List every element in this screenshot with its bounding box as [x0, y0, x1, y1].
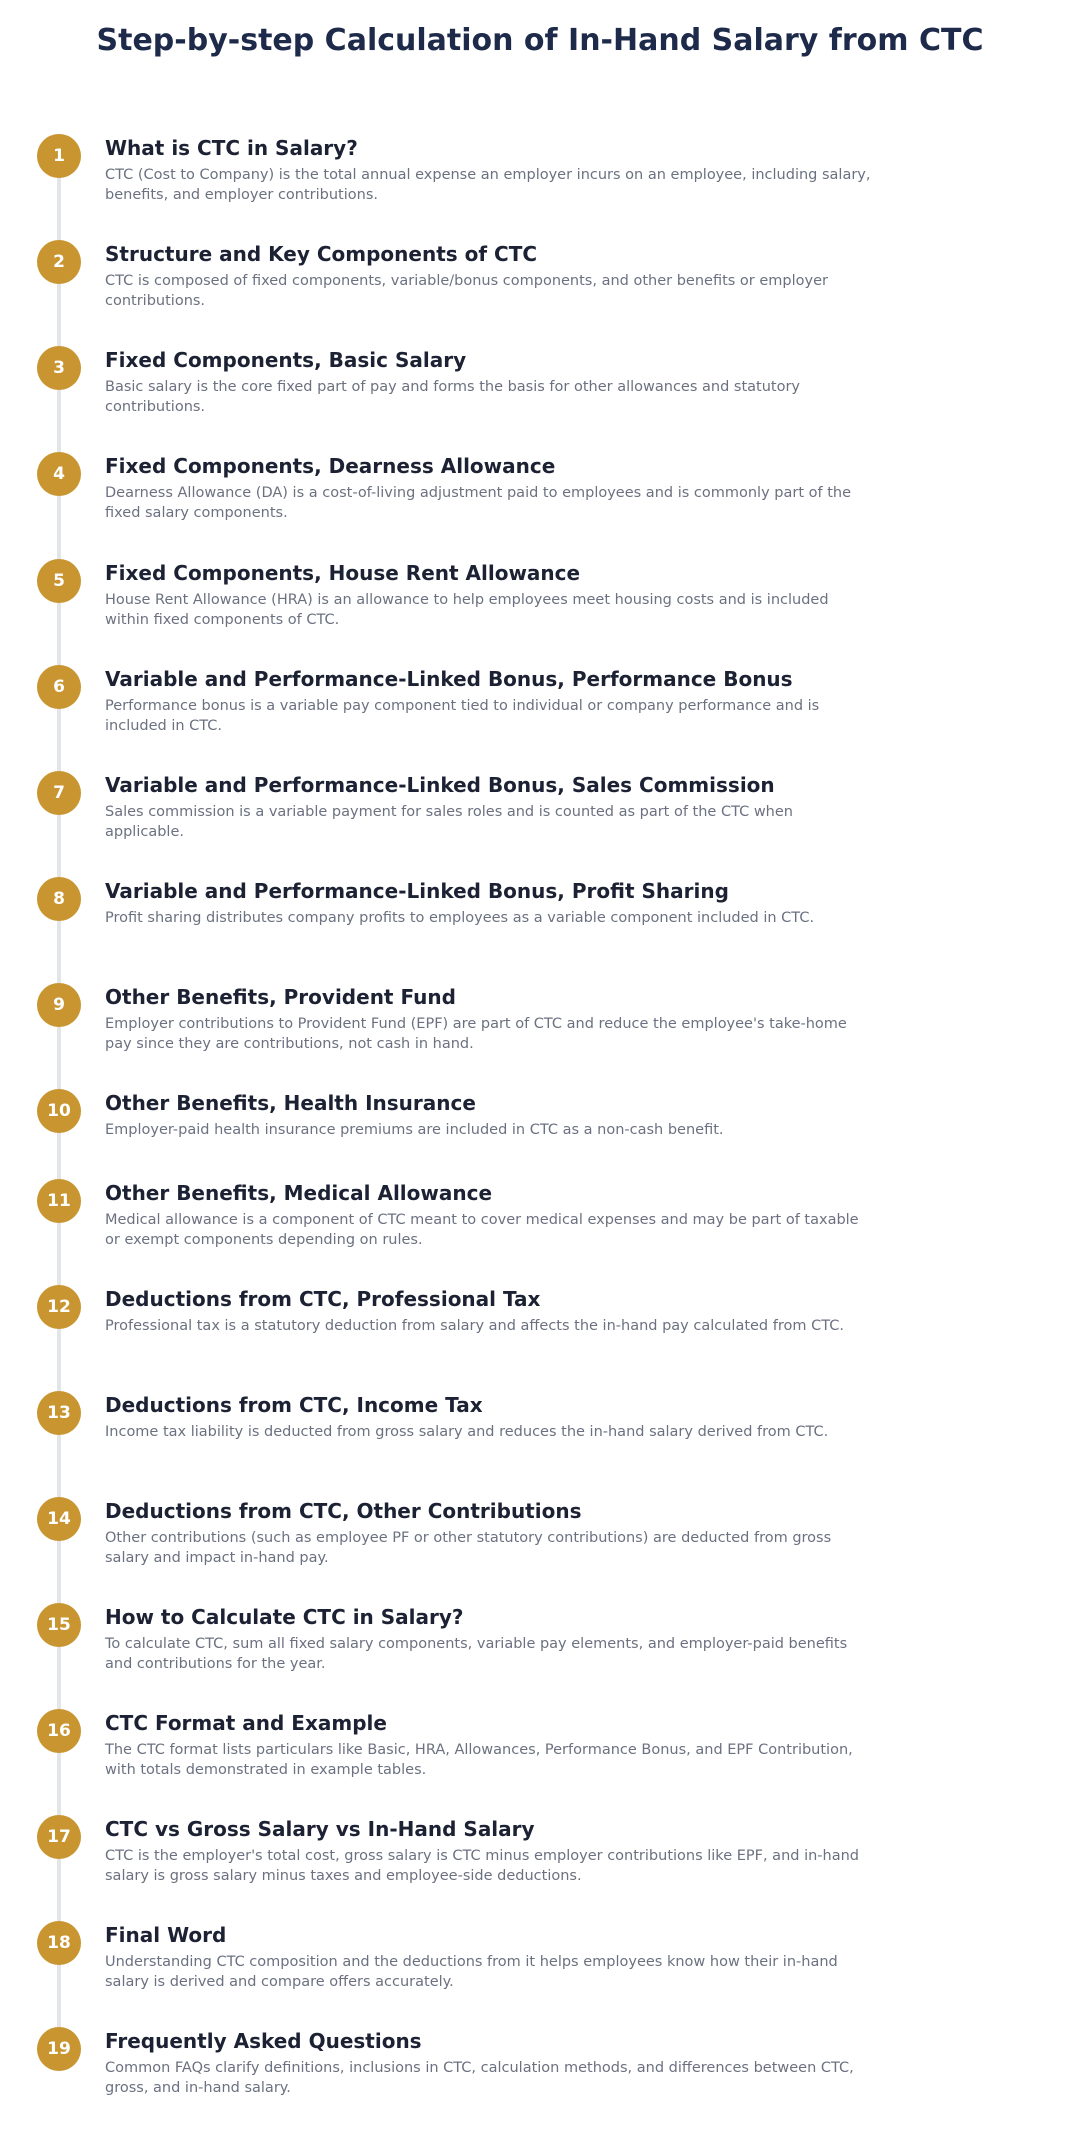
- step-heading: Structure and Key Components of CTC: [105, 242, 538, 266]
- step-description: Profit sharing distributes company profits to employees as a variable component included in CTC.: [105, 910, 815, 926]
- step-heading: Variable and Performance-Linked Bonus, Performance Bonus: [105, 667, 793, 691]
- step-number-badge: 8: [37, 877, 81, 921]
- step-heading: Fixed Components, House Rent Allowance: [105, 561, 581, 585]
- step-description: Other contributions (such as employee PF or other statutory contributions) are deducted from gross salary and impact in-hand pay.: [105, 1530, 832, 1566]
- step-description: Employer contributions to Provident Fund (EPF) are part of CTC and reduce the employee's take-home pay since they are contributions, not cash in hand.: [105, 1016, 847, 1052]
- step-heading: Deductions from CTC, Income Tax: [105, 1393, 483, 1417]
- step-number-badge: 1: [37, 134, 81, 178]
- step-number-badge: 3: [37, 346, 81, 390]
- step-number-badge: 9: [37, 983, 81, 1027]
- step-heading: Fixed Components, Dearness Allowance: [105, 454, 556, 478]
- step-description: Dearness Allowance (DA) is a cost-of-living adjustment paid to employees and is commonly part of the fixed salary components.: [105, 485, 851, 521]
- step-description: Medical allowance is a component of CTC meant to cover medical expenses and may be part of taxable or exempt components depending on rules.: [105, 1212, 859, 1248]
- step-heading: Frequently Asked Questions: [105, 2029, 422, 2053]
- step-description: Sales commission is a variable payment for sales roles and is counted as part of the CTC when applicable.: [105, 804, 793, 840]
- step-description: CTC is composed of fixed components, variable/bonus components, and other benefits or employer contributions.: [105, 273, 828, 309]
- step-heading: Other Benefits, Provident Fund: [105, 985, 456, 1009]
- step-heading: Final Word: [105, 1923, 227, 1947]
- step-heading: Variable and Performance-Linked Bonus, Sales Commission: [105, 773, 775, 797]
- step-number-badge: 13: [37, 1391, 81, 1435]
- step-heading: Variable and Performance-Linked Bonus, Profit Sharing: [105, 879, 729, 903]
- step-number-badge: 11: [37, 1179, 81, 1223]
- step-number-badge: 16: [37, 1709, 81, 1753]
- step-heading: CTC vs Gross Salary vs In-Hand Salary: [105, 1817, 535, 1841]
- step-number-badge: 14: [37, 1497, 81, 1541]
- step-description: To calculate CTC, sum all fixed salary components, variable pay elements, and employer-paid benefits and contributions for the year.: [105, 1636, 848, 1672]
- step-heading: CTC Format and Example: [105, 1711, 387, 1735]
- step-heading: How to Calculate CTC in Salary?: [105, 1605, 464, 1629]
- step-number-badge: 6: [37, 665, 81, 709]
- step-number-badge: 2: [37, 240, 81, 284]
- step-number-badge: 7: [37, 771, 81, 815]
- step-heading: Deductions from CTC, Other Contributions: [105, 1499, 582, 1523]
- step-number-badge: 19: [37, 2027, 81, 2071]
- step-description: CTC is the employer's total cost, gross salary is CTC minus employer contributions like EPF, and in-hand salary is gross salary minus taxes and employee-side deductions.: [105, 1848, 859, 1884]
- step-number-badge: 12: [37, 1285, 81, 1329]
- step-description: Understanding CTC composition and the deductions from it helps employees know how their in-hand salary is derived and compare offers accurately.: [105, 1954, 838, 1990]
- step-heading: Other Benefits, Health Insurance: [105, 1091, 476, 1115]
- step-heading: Other Benefits, Medical Allowance: [105, 1181, 493, 1205]
- step-number-badge: 5: [37, 559, 81, 603]
- step-description: CTC (Cost to Company) is the total annual expense an employer incurs on an employee, including salary, benefits, and employer contributions.: [105, 167, 871, 203]
- step-description: Income tax liability is deducted from gross salary and reduces the in-hand salary derived from CTC.: [105, 1424, 829, 1440]
- step-description: The CTC format lists particulars like Basic, HRA, Allowances, Performance Bonus, and EPF Contribution, with totals demonstrated in example tables.: [105, 1742, 853, 1778]
- step-heading: Deductions from CTC, Professional Tax: [105, 1287, 541, 1311]
- step-description: Basic salary is the core fixed part of pay and forms the basis for other allowances and statutory contributions.: [105, 379, 801, 415]
- step-number-badge: 18: [37, 1921, 81, 1965]
- step-heading: What is CTC in Salary?: [105, 136, 358, 160]
- step-description: Common FAQs clarify definitions, inclusions in CTC, calculation methods, and differences between CTC, gross, and in-hand salary.: [105, 2060, 854, 2096]
- step-number-badge: 10: [37, 1089, 81, 1133]
- step-number-badge: 17: [37, 1815, 81, 1859]
- step-description: Performance bonus is a variable pay component tied to individual or company performance and is included in CTC.: [105, 698, 820, 734]
- step-description: Employer-paid health insurance premiums are included in CTC as a non-cash benefit.: [105, 1122, 724, 1138]
- step-number-badge: 4: [37, 452, 81, 496]
- step-number-badge: 15: [37, 1603, 81, 1647]
- step-heading: Fixed Components, Basic Salary: [105, 348, 467, 372]
- step-description: House Rent Allowance (HRA) is an allowance to help employees meet housing costs and is included within fixed components of CTC.: [105, 592, 829, 628]
- page-title: Step-by-step Calculation of In-Hand Salary from CTC: [96, 23, 984, 58]
- step-description: Professional tax is a statutory deduction from salary and affects the in-hand pay calculated from CTC.: [105, 1318, 844, 1334]
